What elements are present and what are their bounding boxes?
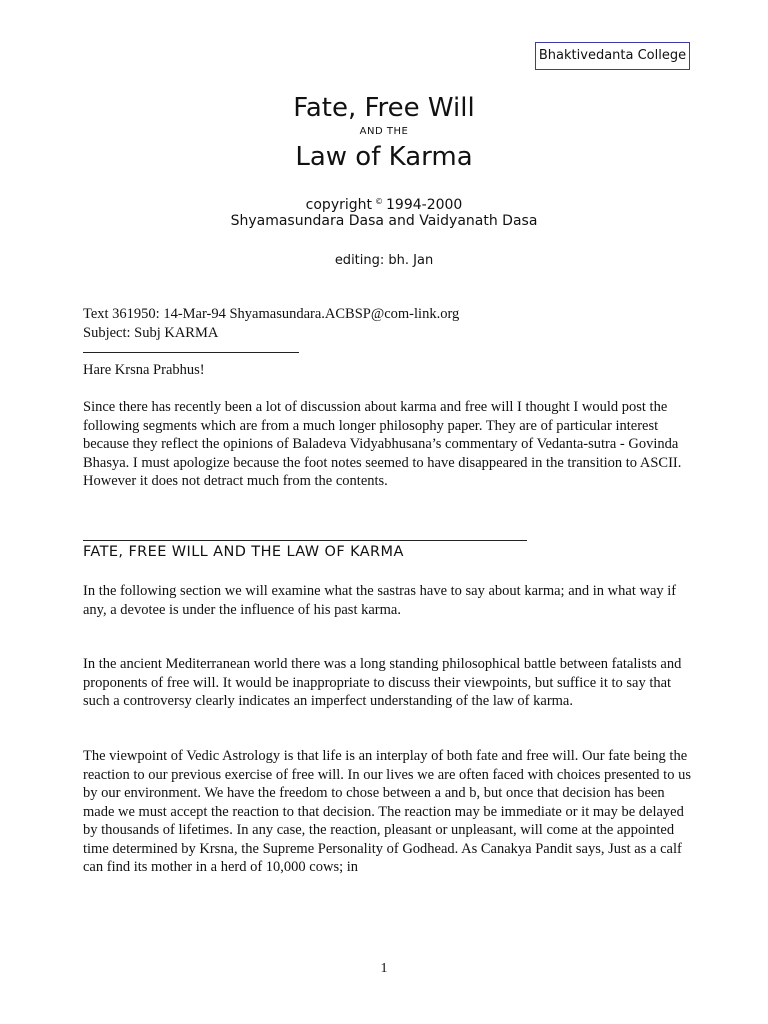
section-paragraph-3	[83, 747, 693, 877]
title-fate-free-will: Fate, Free Will	[293, 93, 475, 123]
section-paragraph-text: The viewpoint of Vedic Astrology is that life is an interplay of both fate and free will. Our fate being the reaction to our previous exercise of free will. In our lives we are often faced with choices presented to us by our environment. We have the freedom to chose between a and b, but once that decision has been made we must accept the reaction to that decision. The reaction may be immediate or it may be delayed by thousands of lifetimes. In any case, the reaction, pleasant or unpleasant, will come at the appointed time determined by Krsna, the Supreme Personality of Godhead. As Canakya Pandit says, Just as a calf can find its mother in a herd of 10,000 cows; in	[83, 748, 691, 875]
copyright-symbol: ©	[375, 197, 384, 206]
greeting	[83, 361, 693, 380]
section-paragraph-2	[83, 655, 693, 711]
section-divider	[83, 540, 527, 541]
section-paragraph-text: In the ancient Mediterranean world there was a long standing philosophical battle between fatalists and proponents of free will. It would be inappropriate to discuss their viewpoints, but suffice it to say that such a controversy clearly indicates an imperfect understanding of the law of karma.	[83, 656, 682, 709]
authors-line: Shyamasundara Dasa and Vaidyanath Dasa	[230, 213, 538, 229]
section-paragraph-1	[83, 582, 693, 619]
message-subject: Subject: Subj KARMA	[83, 324, 219, 341]
message-header	[83, 305, 693, 342]
title-and-the: AND THE	[359, 126, 409, 137]
college-label-box: Bhaktivedanta College	[535, 42, 690, 70]
editing-line: editing: bh. Jan	[334, 253, 434, 268]
message-text-line: Text 361950: 14-Mar-94 Shyamasundara.ACBSP@com-link.org	[83, 306, 460, 322]
copyright-prefix: copyright	[305, 197, 373, 213]
short-divider	[83, 352, 299, 353]
copyright-line	[0, 193, 768, 214]
page-number: 1	[380, 961, 388, 976]
section-heading: FATE, FREE WILL AND THE LAW OF KARMA	[83, 544, 404, 560]
greeting-text: Hare Krsna Prabhus!	[83, 362, 205, 378]
intro-text: Since there has recently been a lot of discussion about karma and free will I thought I would post the following segments which are from a much longer philosophy paper. They are of particular interest because they reflect the opinions of Baladeva Vidyabhusana’s commentary of Vedanta-sutra - Govinda Bhasya. I must apologize because the foot notes seemed to have disappeared in the transition to ASCII. However it does not detract much from the contents.	[83, 399, 682, 489]
copyright-years: 1994-2000	[386, 197, 463, 213]
title-law-of-karma: Law of Karma	[295, 142, 473, 172]
intro-paragraph	[83, 398, 693, 491]
section-paragraph-text: In the following section we will examine what the sastras have to say about karma; and in what way if any, a devotee is under the influence of his past karma.	[83, 583, 677, 618]
